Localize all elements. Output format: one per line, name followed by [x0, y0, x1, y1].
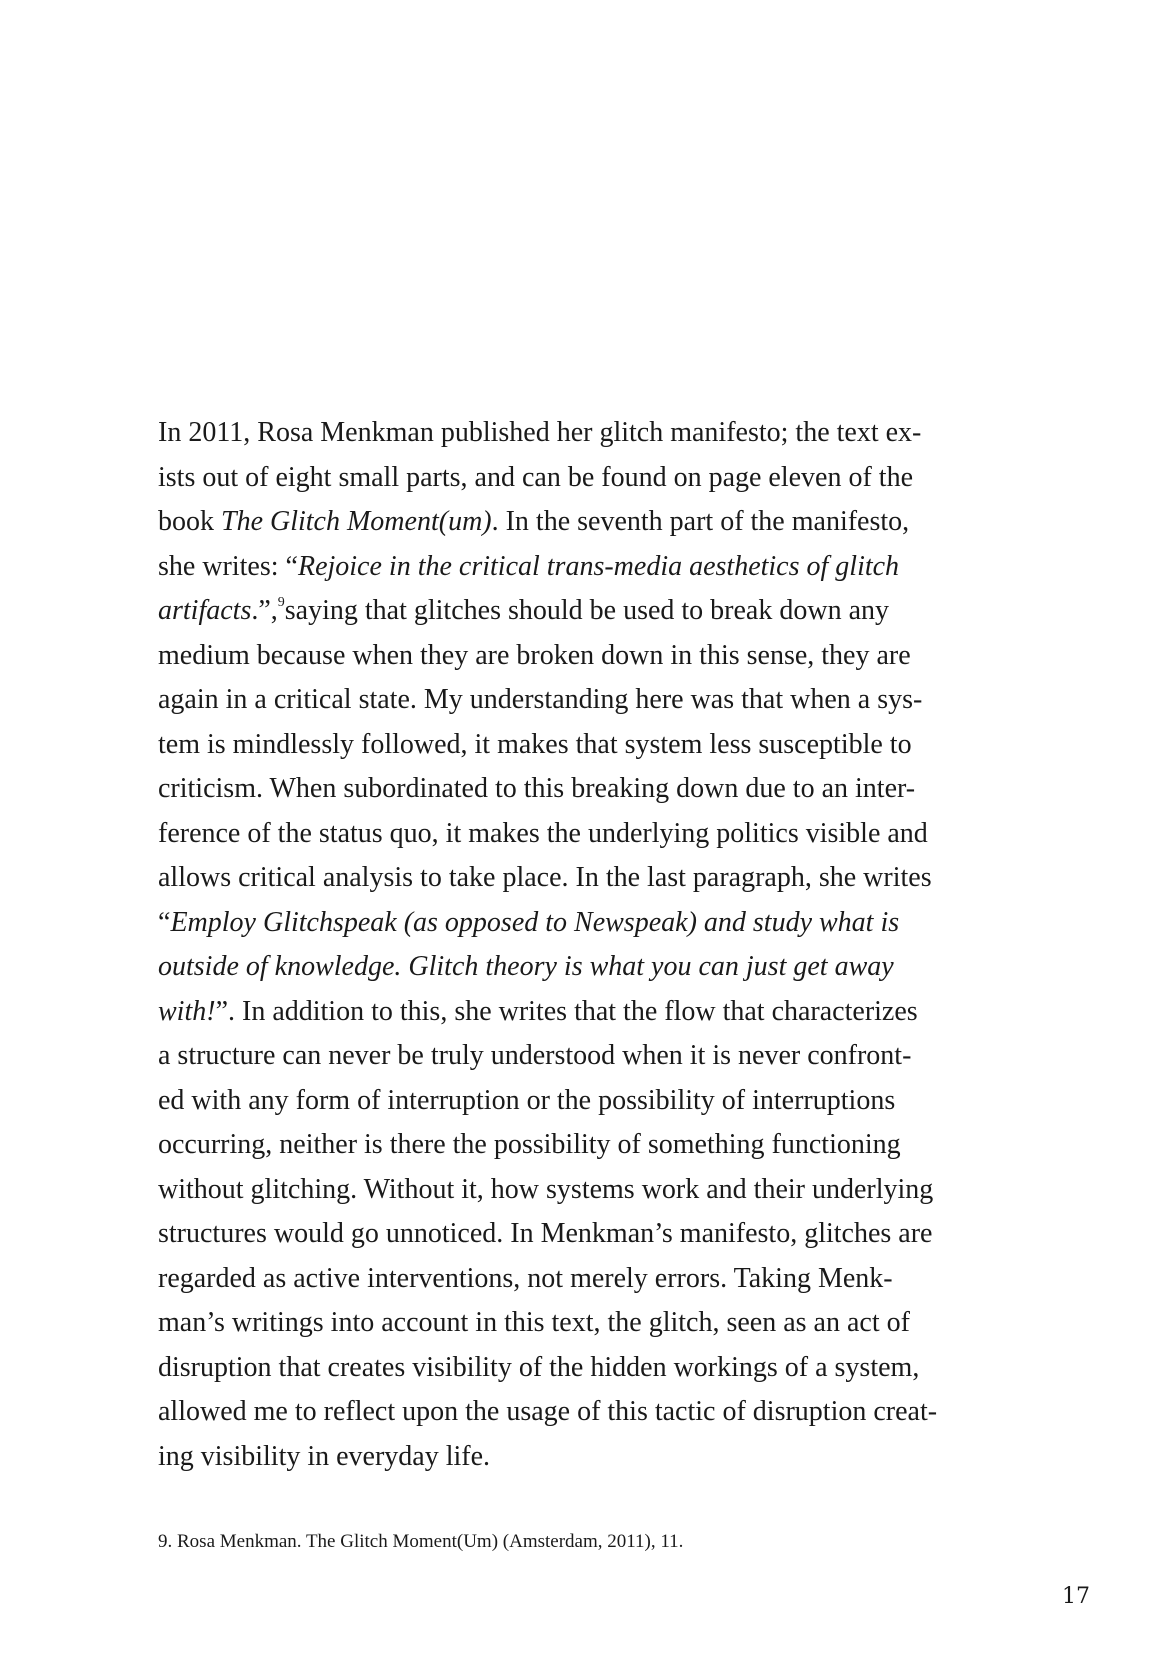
text-segment: a structure can never be truly understood when it is never confront-	[158, 1040, 912, 1071]
text-segment: allowed me to reflect upon the usage of this tactic of disruption creat-	[158, 1396, 938, 1427]
text-line	[158, 1301, 1008, 1346]
text-line	[158, 1123, 1008, 1168]
text-segment: ference of the status quo, it makes the underlying politics visible and	[158, 817, 928, 849]
text-line	[158, 411, 1008, 456]
text-line	[158, 1257, 1008, 1302]
text-line	[158, 678, 1008, 723]
text-segment: In 2011, Rosa Menkman published her glitch manifesto; the text ex-	[158, 417, 922, 448]
italic-quote-segment: artifacts	[158, 595, 252, 626]
text-line	[158, 1079, 1008, 1124]
text-segment: without glitching. Without it, how systems work and their underlying	[158, 1173, 934, 1205]
italic-quote-segment: outside of knowledge. Glitch theory is what you can just get away	[158, 951, 894, 982]
italic-quote-segment: with!	[158, 995, 216, 1027]
text-line	[158, 767, 1008, 812]
body-paragraph	[158, 411, 1008, 1479]
text-segment: she writes: “	[158, 550, 298, 582]
footnote: 9. Rosa Menkman. The Glitch Moment(Um) (Amsterdam, 2011), 11.	[158, 1531, 684, 1552]
text-line	[158, 723, 1008, 768]
text-line	[158, 500, 1008, 545]
text-segment: .”,	[251, 595, 278, 626]
text-segment: ing visibility in everyday life.	[158, 1440, 491, 1472]
text-segment: book	[158, 506, 221, 537]
text-segment: saying that glitches should be used to break down any	[284, 595, 889, 626]
text-segment: structures would go unnoticed. In Menkman’s manifesto, glitches are	[158, 1218, 933, 1249]
page-number: 17	[1062, 1584, 1090, 1609]
italic-quote-segment: Rejoice in the critical trans-media aesthetics of glitch	[297, 550, 900, 582]
text-line	[158, 1390, 1008, 1435]
italic-quote-segment: Employ Glitchspeak (as opposed to Newspeak) and study what is	[170, 906, 900, 938]
text-segment: tem is mindlessly followed, it makes that system less susceptible to	[158, 728, 912, 760]
text-segment: allows critical analysis to take place. In the last paragraph, she writes	[158, 862, 932, 893]
text-line	[158, 812, 1008, 857]
italic-quote-segment: The Glitch Moment(um)	[221, 506, 492, 537]
text-line	[158, 1034, 1008, 1079]
text-segment: ”. In addition to this, she writes that the flow that characterizes	[215, 995, 918, 1027]
text-segment: criticism. When subordinated to this breaking down due to an inter-	[158, 773, 916, 804]
text-line	[158, 1346, 1008, 1391]
text-segment: ed with any form of interruption or the possibility of interruptions	[158, 1084, 896, 1116]
footnote-reference: 9	[277, 595, 285, 610]
text-line	[158, 545, 1008, 590]
text-segment: man’s writings into account in this text, the glitch, seen as an act of	[158, 1307, 910, 1338]
text-segment: disruption that creates visibility of the hidden workings of a system,	[158, 1351, 920, 1383]
text-line	[158, 945, 1008, 990]
text-line	[158, 634, 1008, 679]
text-line	[158, 589, 1008, 634]
text-segment: regarded as active interventions, not merely errors. Taking Menk-	[158, 1262, 893, 1294]
text-line	[158, 1212, 1008, 1257]
text-segment: . In the seventh part of the manifesto,	[491, 506, 910, 537]
text-segment: again in a critical state. My understanding here was that when a sys-	[158, 684, 923, 715]
text-line	[158, 456, 1008, 501]
text-line	[158, 990, 1008, 1035]
text-line	[158, 1435, 1008, 1480]
text-line	[158, 1168, 1008, 1213]
text-segment: medium because when they are broken down in this sense, they are	[158, 639, 911, 671]
text-segment: occurring, neither is there the possibility of something functioning	[158, 1129, 901, 1160]
text-segment: “	[158, 906, 171, 938]
text-line	[158, 856, 1008, 901]
text-line	[158, 901, 1008, 946]
text-segment: ists out of eight small parts, and can be found on page eleven of the	[158, 461, 914, 493]
